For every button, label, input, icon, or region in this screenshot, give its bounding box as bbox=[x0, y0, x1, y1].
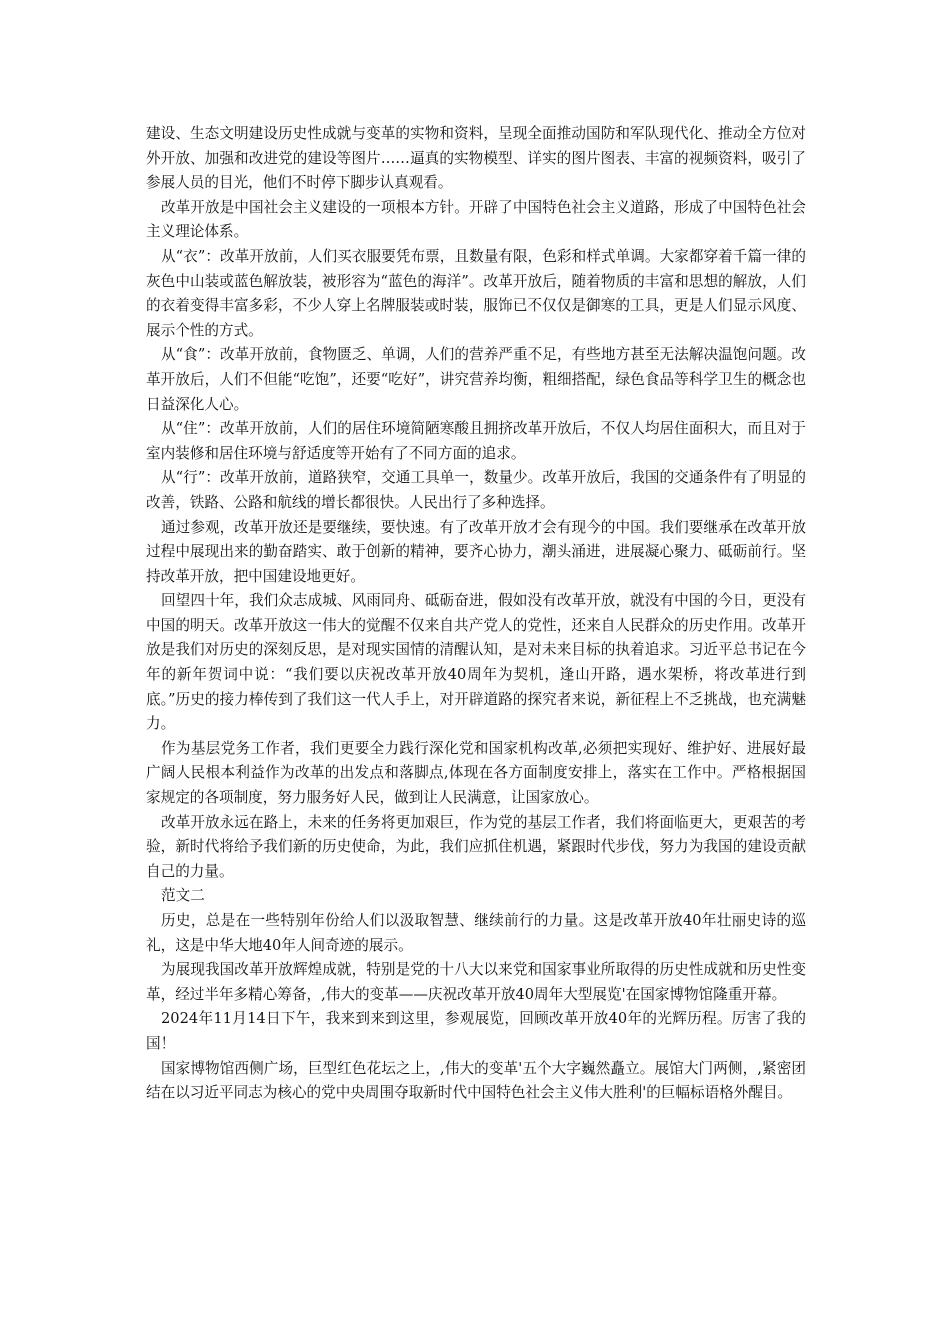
paragraph: 通过参观，改革开放还是要继续，要快速。有了改革开放才会有现今的中国。我们要继承在改革开放过程中展现出来的勤奋踏实、敢于创新的精神，要齐心协力，潮头涌进，进展凝心聚力、砥砺前行。坚持改革开放，把中国建设地更好。 bbox=[146, 518, 806, 585]
paragraph: 从“衣”：改革开放前，人们买衣服要凭布票，且数量有限，色彩和样式单调。大家都穿着千篇一律的灰色中山装或蓝色解放装，被形容为“蓝色的海洋”。改革开放后，随着物质的丰富和思想的解放，人们的衣着变得丰富多彩，不少人穿上名牌服装或时装，服饰已不仅仅是御寒的工具，更是人们显示风度、展示个性的方式。 bbox=[146, 247, 806, 339]
paragraph: 从“住”：改革开放前，人们的居住环境简陋寒酸且拥挤改革开放后，不仅人均居住面积大，而且对于室内装修和居住环境与舒适度等开始有了不同方面的追求。 bbox=[146, 420, 806, 462]
paragraph: 回望四十年，我们众志成城、风雨同舟、砥砺奋进，假如没有改革开放，就没有中国的今日，更没有中国的明天。改革开放这一伟大的觉醒不仅来自共产党人的党性，还来自人民群众的历史作用。改革开放是我们对历史的深刻反思，是对现实国情的清醒认知，是对未来目标的执着追求。习近平总书记在今年的新年贺词中说：“我们要以庆祝改革开放40周年为契机，逢山开路，遇水架桥，将改革进行到底。”历史的接力棒传到了我们这一代人手上，对开辟道路的探究者来说，新征程上不乏挑战，也充满魅力。 bbox=[146, 592, 806, 733]
paragraph: 2024年11月14日下午，我来到来到这里，参观展览，回顾改革开放40年的光辉历程。厉害了我的国！ bbox=[146, 1010, 806, 1052]
paragraph: 国家博物馆西侧广场，巨型红色花坛之上，,伟大的变革'五个大字巍然矗立。展馆大门两侧，,紧密团结在以习近平同志为核心的党中央周围夺取新时代中国特色社会主义伟大胜利'的巨幅标语格外醒目。 bbox=[146, 1059, 806, 1102]
document-page bbox=[146, 122, 806, 1106]
paragraph: 历史，总是在一些特别年份给人们以汲取智慧、继续前行的力量。这是改革开放40年壮丽史诗的巡礼，这是中华大地40年人间奇迹的展示。 bbox=[146, 912, 806, 954]
paragraph: 改革开放是中国社会主义建设的一项根本方针。开辟了中国特色社会主义道路，形成了中国特色社会主义理论体系。 bbox=[146, 198, 806, 241]
section-heading: 范文二 bbox=[161, 887, 205, 905]
paragraph: 从“行”：改革开放前，道路狭窄，交通工具单一，数量少。改革开放后，我国的交通条件有了明显的改善，铁路、公路和航线的增长都很快。人民出行了多种选择。 bbox=[146, 469, 806, 511]
paragraph: 为展现我国改革开放辉煌成就，特别是党的十八大以来党和国家事业所取得的历史性成就和历史性变革，经过半年多精心筹备，,伟大的变革——庆祝改革开放40周年大型展览'在国家博物馆隆重开幕。 bbox=[146, 961, 806, 1003]
paragraph: 作为基层党务工作者，我们更要全力践行深化党和国家机构改革,必须把实现好、维护好、进展好最广阔人民根本利益作为改革的出发点和落脚点,体现在各方面制度安排上，落实在工作中。严格根据国家规定的各项制度，努力服务好人民，做到让人民满意，让国家放心。 bbox=[146, 739, 806, 807]
paragraph: 建设、生态文明建设历史性成就与变革的实物和资料，呈现全面推动国防和军队现代化、推动全方位对外开放、加强和改进党的建设等图片……逼真的实物模型、详实的图片图表、丰富的视频资料，吸引了参展人员的目光，他们不时停下脚步认真观看。 bbox=[146, 125, 806, 192]
paragraph: 改革开放永远在路上，未来的任务将更加艰巨，作为党的基层工作者，我们将面临更大，更艰苦的考验，新时代将给予我们新的历史使命，为此，我们应抓住机遇，紧跟时代步伐，努力为我国的建设贡献自己的力量。 bbox=[146, 813, 806, 880]
paragraph: 从“食”：改革开放前，食物匮乏、单调，人们的营养严重不足，有些地方甚至无法解决温饱问题。改革开放后，人们不但能“吃饱”，还要“吃好”，讲究营养均衡，粗细搭配，绿色食品等科学卫生的概念也日益深化人心。 bbox=[146, 346, 806, 413]
